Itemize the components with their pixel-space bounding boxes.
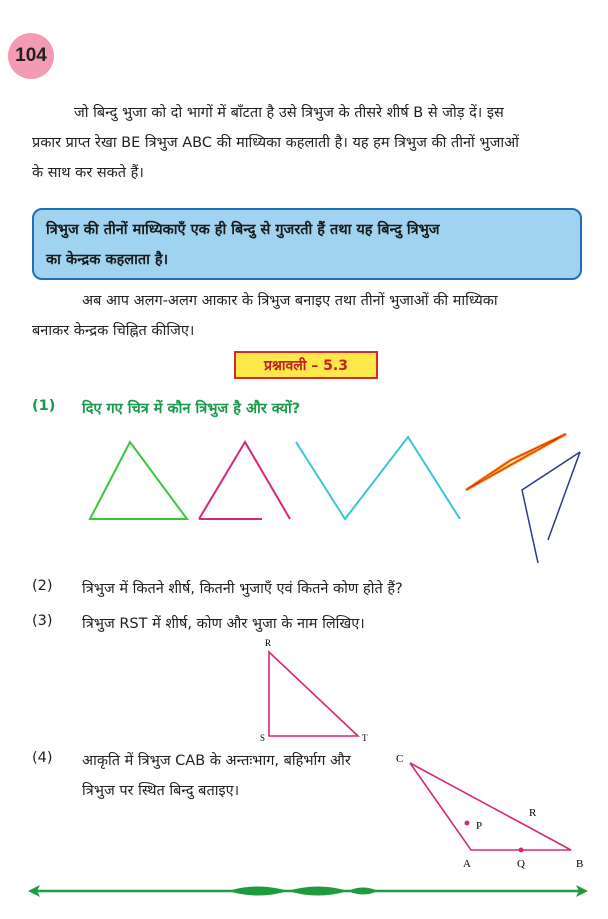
navy-open-figure xyxy=(522,452,580,563)
question-2-text: त्रिभुज में कितने शीर्ष, कितनी भुजाएँ एवं कितने कोण होते हैं? xyxy=(82,581,403,597)
definition-line-1: त्रिभुज की तीनों माध्यिकाएँ एक ही बिन्दु से गुजरती हैं तथा यह बिन्दु त्रिभुज xyxy=(46,222,440,238)
triangle-cab xyxy=(410,763,571,850)
intro-line-2: प्रकार प्राप्त रेखा BE त्रिभुज ABC की माध्यिका कहलाती है। यह हम त्रिभुज की तीनों भुजाओं xyxy=(32,135,519,151)
question-1-number: (1) xyxy=(32,398,56,414)
exercise-heading: प्रश्नावली – 5.3 xyxy=(234,351,378,379)
vertex-t-label: T xyxy=(362,733,368,743)
shapes-figure xyxy=(0,425,608,575)
divider-center-ornament xyxy=(228,887,378,896)
point-r-label: R xyxy=(529,807,537,819)
point-p-label: P xyxy=(476,820,483,832)
vertex-a-label: A xyxy=(463,858,471,870)
green-triangle xyxy=(90,442,187,519)
point-q-dot xyxy=(519,848,524,853)
vertex-s-label: S xyxy=(260,733,266,743)
triangle-cab-figure xyxy=(390,745,595,870)
question-4-text-line-1: आकृति में त्रिभुज CAB के अन्तःभाग, बहिर्भाग और xyxy=(82,753,351,769)
vertex-r-label: R xyxy=(265,638,272,648)
magenta-open-figure xyxy=(199,442,290,519)
triangle-rst xyxy=(269,652,358,736)
cyan-zigzag xyxy=(296,437,460,519)
activity-line-1: अब आप अलग-अलग आकार के त्रिभुज बनाइए तथा तीनों भुजाओं की माध्यिका xyxy=(82,293,498,309)
activity-line-2: बनाकर केन्द्रक चिह्नित कीजिए। xyxy=(32,323,195,339)
intro-line-3: के साथ कर सकते हैं। xyxy=(32,165,144,181)
vertex-b-label: B xyxy=(576,858,584,870)
question-4-number: (4) xyxy=(32,750,53,766)
point-p-dot xyxy=(465,821,470,826)
navy-partial-side xyxy=(548,452,580,540)
question-1-text: दिए गए चित्र में कौन त्रिभुज है और क्यों? xyxy=(82,401,301,417)
question-3-text: त्रिभुज RST में शीर्ष, कोण और भुजा के नाम लिखिए। xyxy=(82,616,365,632)
point-q-label: Q xyxy=(517,858,525,870)
orange-triangle-inner xyxy=(466,434,566,490)
decorative-divider xyxy=(28,880,588,902)
definition-line-2: का केन्द्रक कहलाता है। xyxy=(46,252,169,268)
question-2-number: (2) xyxy=(32,578,53,594)
question-3-number: (3) xyxy=(32,613,53,629)
page-number-badge: 104 xyxy=(8,33,54,79)
triangle-rst-figure xyxy=(255,635,375,745)
intro-line-1: जो बिन्दु भुजा को दो भागों में बाँटता है उसे त्रिभुज के तीसरे शीर्ष B से जोड़ दें। इस xyxy=(74,105,504,121)
vertex-c-label: C xyxy=(396,753,404,765)
question-4-text-line-2: त्रिभुज पर स्थित बिन्दु बताइए। xyxy=(82,783,240,799)
centroid-definition-box xyxy=(32,208,582,280)
